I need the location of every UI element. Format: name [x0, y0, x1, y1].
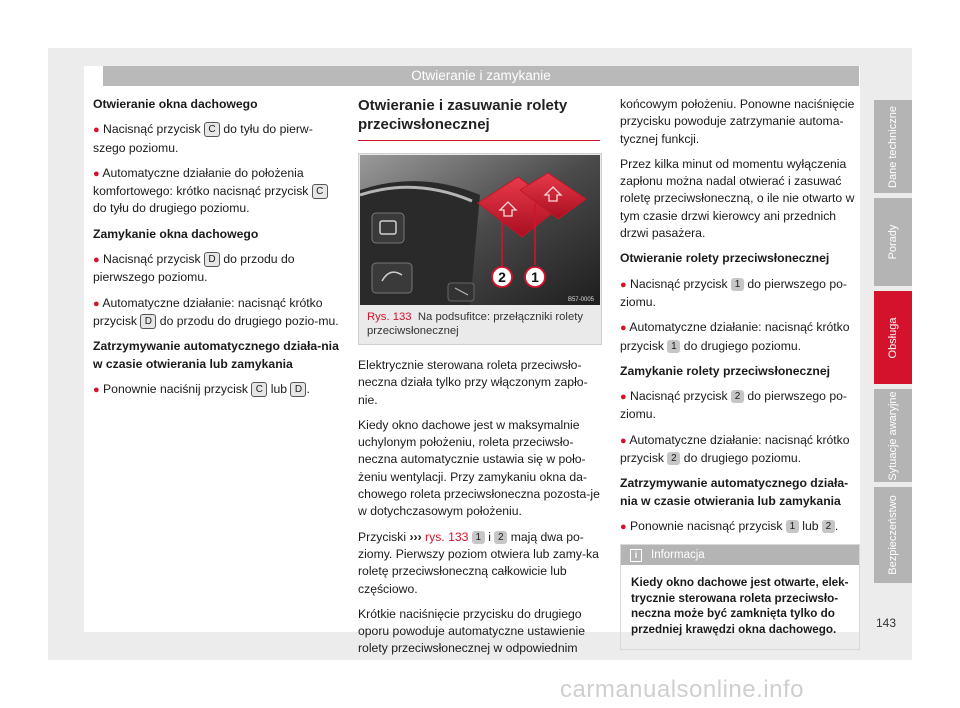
key-badge: C: [312, 184, 328, 199]
bullet-item: ● Nacisnąć przycisk D do przodu do pierwszego poziomu.: [93, 252, 295, 285]
key-badge: 2: [667, 452, 680, 465]
bullet-item: ● Automatyczne działanie: nacisnąć krótko przycisk 1 do drugiego poziomu.: [620, 320, 850, 353]
switch-photo: [360, 155, 600, 305]
heading-stop-auto: Zatrzymywanie automatycznego działa-nia w czasie otwierania lub zamykania: [620, 476, 849, 508]
bullet-item: ● Ponownie naciśnij przycisk C lub D .: [93, 381, 310, 396]
heading-stop-auto: Zatrzymywanie automatycznego działa-nia w czasie otwierania lub zamykania: [93, 339, 339, 371]
bullet-icon: ●: [93, 297, 100, 310]
tab-obsluga[interactable]: Obsługa: [874, 291, 912, 384]
bullet-item: ● Nacisnąć przycisk C do tyłu do pierw-szego poziomu.: [93, 122, 313, 155]
paragraph: Przyciski ››› rys. 133 1 i 2 mają dwa po-ziomy. Pierwszy poziom otwiera lub zamy-ka roletę przeciwsłoneczną całkowicie lub częściowo.: [358, 529, 599, 596]
section-title: Otwieranie i zasuwanie rolety przeciwsłonecznej: [358, 96, 600, 141]
bullet-item: ● Nacisnąć przycisk 1 do pierwszego po-ziomu.: [620, 276, 847, 309]
key-badge: 2: [731, 390, 744, 403]
column-1: [93, 96, 343, 407]
key-badge: 1: [472, 531, 485, 544]
bullet-item: ● Automatyczne działanie do położenia komfortowego: krótko nacisnąć przycisk C do tyłu do drugiego poziomu.: [93, 165, 343, 218]
bullet-icon: ●: [93, 124, 100, 137]
bullet-icon: ●: [93, 167, 100, 180]
bullet-icon: ●: [620, 391, 627, 404]
bullet-icon: ●: [93, 254, 100, 267]
info-title: Informacja: [651, 549, 705, 562]
figure-caption: Rys. 133 Na podsufitce: przełączniki rolety przeciwsłonecznej: [367, 311, 584, 337]
column-3: [620, 96, 860, 650]
bullet-icon: ●: [620, 434, 627, 447]
heading-open-blind: Otwieranie rolety przeciwsłonecznej: [620, 251, 830, 266]
info-icon: i: [630, 549, 642, 562]
tab-dane-techniczne[interactable]: Dane techniczne: [874, 100, 912, 193]
tab-porady[interactable]: Porady: [874, 198, 912, 286]
watermark: carmanualsonline.info: [560, 676, 804, 703]
info-box: [620, 544, 860, 650]
callout-2: 2: [498, 269, 506, 285]
figure-reference-link[interactable]: rys. 133: [425, 529, 469, 544]
key-badge: 2: [494, 531, 507, 544]
key-badge: C: [204, 122, 220, 137]
heading-open-sunroof: Otwieranie okna dachowego: [93, 97, 258, 111]
key-badge: 1: [786, 520, 799, 533]
key-badge: C: [251, 382, 267, 397]
key-badge: D: [204, 252, 220, 267]
key-badge: D: [140, 314, 156, 329]
figure-code: B57-0005: [567, 297, 594, 303]
info-header: [621, 545, 859, 565]
bullet-item: ● Nacisnąć przycisk 2 do pierwszego po-ziomu.: [620, 389, 847, 422]
heading-close-blind: Zamykanie rolety przeciwsłonecznej: [620, 363, 830, 378]
tab-sytuacje-awaryjne[interactable]: Sytuacje awaryjne: [874, 389, 912, 482]
info-text: Kiedy okno dachowe jest otwarte, elek-trycznie sterowana roleta przeciwsło-neczna może być zamknięta tylko do przedniej krawędzi okna dachowego.: [631, 576, 849, 636]
key-badge: 2: [822, 520, 835, 533]
paragraph: Przez kilka minut od momentu wyłączenia zapłonu można nadal otwierać i zasuwać roletę przeciwsłoneczną, o ile nie otwarto w tym czasie drzwi kierowcy ani przednich drzwi pasażera.: [620, 156, 855, 241]
arrows-icon: ›››: [409, 529, 422, 544]
page-header: Otwieranie i zamykanie: [103, 66, 859, 86]
bullet-icon: ●: [93, 383, 100, 396]
column-2: [358, 96, 600, 666]
bullet-item: ● Ponownie nacisnąć przycisk 1 lub 2 .: [620, 518, 839, 533]
key-badge: 1: [731, 278, 744, 291]
bullet-item: ● Automatyczne działanie: nacisnąć krótko przycisk 2 do drugiego poziomu.: [620, 432, 850, 466]
tab-bezpieczenstwo[interactable]: Bezpieczeństwo: [874, 487, 912, 583]
paragraph: Kiedy okno dachowe jest w maksymalnie uchylonym położeniu, roleta przeciwsło-neczna automatycznie ustawia się w poło-żeniu wentylacji. Przy zamykaniu okna da-chowego roleta przeciwsłoneczna pozosta-je w dotychczasowym położeniu.: [358, 417, 600, 519]
key-badge: D: [290, 382, 306, 397]
heading-close-sunroof: Zamykanie okna dachowego: [93, 226, 259, 241]
paragraph: Krótkie naciśnięcie przycisku do drugiego oporu powoduje automatyczne ustawienie rolety przeciwsłonecznej w odpowiednim: [358, 606, 585, 656]
figure-box: [358, 153, 602, 345]
bullet-icon: ●: [620, 322, 627, 335]
bullet-item: ● Automatyczne działanie: nacisnąć krótko przycisk D do przodu do drugiego pozio-mu.: [93, 295, 339, 328]
paragraph: Elektrycznie sterowana roleta przeciwsło-neczna działa tylko przy włączonym zapło-nie.: [358, 358, 588, 407]
callout-1: 1: [531, 269, 539, 285]
key-badge: 1: [667, 340, 680, 353]
bullet-icon: ●: [620, 278, 627, 291]
page-number: 143: [876, 616, 897, 630]
bullet-icon: ●: [620, 520, 627, 533]
paragraph: końcowym położeniu. Ponowne naciśnięcie przycisku powoduje zatrzymanie automa-tycznej funkcji.: [620, 97, 855, 146]
